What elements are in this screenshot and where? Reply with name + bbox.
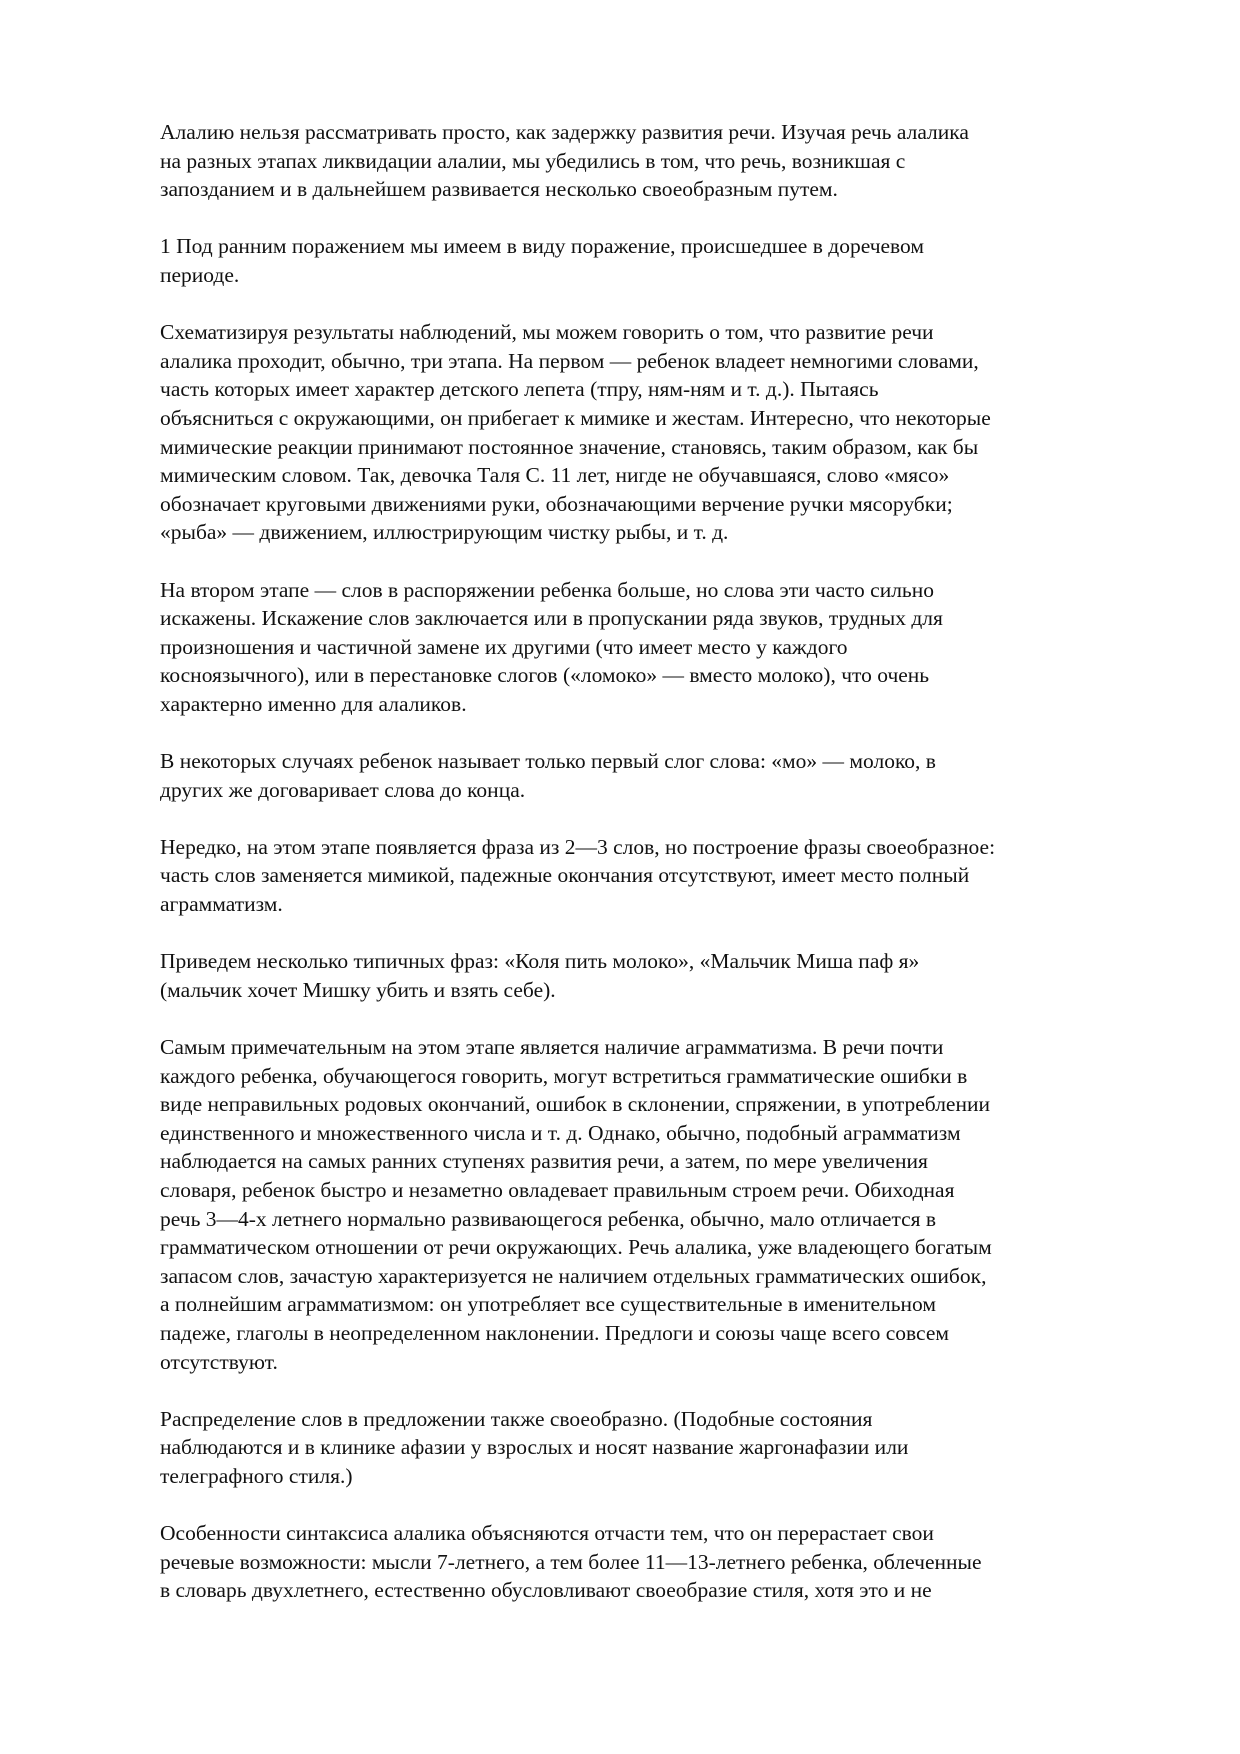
text-line: обозначает круговыми движениями руки, обозначающими верчение ручки мясорубки; [160,491,953,516]
text-line: (мальчик хочет Мишку убить и взять себе). [160,977,556,1002]
text-line: На втором этапе — слов в распоряжении ребенка больше, но слова эти часто сильно [160,577,934,602]
text-line: косноязычного), или в перестановке слогов («ломоко» — вместо молоко), что очень [160,663,930,688]
paragraph [160,118,1160,204]
paragraph [160,947,1160,1004]
text-line: искажены. Искажение слов заключается или в пропускании ряда звуков, трудных для [160,606,943,631]
text-line: отсутствуют. [160,1349,278,1374]
text-line: Схематизируя результаты наблюдений, мы можем говорить о том, что развитие речи [160,320,934,345]
document-page [160,118,1160,1633]
text-line: аграмматизм. [160,892,283,917]
text-line: единственного и множественного числа и т. д. Однако, обычно, подобный аграмматизм [160,1120,961,1145]
paragraph [160,833,1160,919]
text-line: 1 Под ранним поражением мы имеем в виду поражение, происшедшее в доречевом [160,234,925,259]
text-line: наблюдаются и в клинике афазии у взрослых и носят название жаргонафазии или [160,1435,909,1460]
text-line: падеже, глаголы в неопределенном наклонении. Предлоги и союзы чаще всего совсем [160,1320,949,1345]
paragraph [160,1519,1160,1605]
paragraph [160,1033,1160,1376]
text-line: Алалию нельзя рассматривать просто, как задержку развития речи. Изучая речь алалика [160,120,969,144]
text-line: Особенности синтаксиса алалика объясняются отчасти тем, что он перерастает свои [160,1521,934,1546]
paragraph [160,576,1160,719]
text-line: словаря, ребенок быстро и незаметно овладевает правильным строем речи. Обиходная [160,1177,955,1202]
text-line: Самым примечательным на этом этапе является наличие аграмматизма. В речи почти [160,1035,944,1059]
text-line: Распределение слов в предложении также своеобразно. (Подобные состояния [160,1406,873,1431]
text-line: объясниться с окружающими, он прибегает к мимике и жестам. Интересно, что некоторые [160,405,991,430]
text-line: запасом слов, зачастую характеризуется не наличием отдельных грамматических ошибок, [160,1263,987,1288]
text-line: каждого ребенка, обучающегося говорить, могут встретиться грамматические ошибки в [160,1063,968,1088]
text-line: характерно именно для алаликов. [160,691,467,716]
text-line: виде неправильных родовых окончаний, ошибок в склонении, спряжении, в употреблении [160,1092,990,1117]
paragraph [160,232,1160,289]
text-line: а полнейшим аграмматизмом: он употребляет все существительные в именительном [160,1292,936,1317]
text-line: «рыба» — движением, иллюстрирующим чистку рыбы, и т. д. [160,520,729,545]
text-line: на разных этапах ликвидации алалии, мы убедились в том, что речь, возникшая с [160,148,906,173]
text-line: произношения и частичной замене их другими (что имеет место у каждого [160,634,848,659]
text-line: других же договаривает слова до конца. [160,777,526,802]
text-line: речевые возможности: мысли 7-летнего, а тем более 11—13-летнего ребенка, облеченные [160,1549,982,1574]
text-line: Приведем несколько типичных фраз: «Коля пить молоко», «Мальчик Миша паф я» [160,949,920,974]
text-line: речь 3—4-х летнего нормально развивающегося ребенка, обычно, мало отличается в [160,1206,937,1231]
paragraph [160,747,1160,804]
text-line: в словарь двухлетнего, естественно обусловливают своеобразие стиля, хотя это и не [160,1578,932,1603]
text-line: часть которых имеет характер детского лепета (тпру, ням-ням и т. д.). Пытаясь [160,377,879,402]
text-line: наблюдается на самых ранних ступенях развития речи, а затем, по мере увеличения [160,1149,928,1174]
paragraph [160,318,1160,547]
text-line: Нередко, на этом этапе появляется фраза из 2—3 слов, но построение фразы своеобразное: [160,834,996,859]
text-line: алалика проходит, обычно, три этапа. На первом — ребенок владеет немногими словами, [160,348,979,373]
text-line: мимические реакции принимают постоянное значение, становясь, таким образом, как бы [160,434,979,459]
text-line: запозданием и в дальнейшем развивается несколько своеобразным путем. [160,177,838,202]
text-line: мимическим словом. Так, девочка Таля С. 11 лет, нигде не обучавшаяся, слово «мясо» [160,463,950,488]
text-line: телеграфного стиля.) [160,1463,353,1488]
text-line: грамматическом отношении от речи окружающих. Речь алалика, уже владеющего богатым [160,1235,992,1260]
text-line: периоде. [160,262,240,287]
text-line: часть слов заменяется мимикой, падежные окончания отсутствуют, имеет место полный [160,863,970,888]
text-line: В некоторых случаях ребенок называет только первый слог слова: «мо» — молоко, в [160,749,936,774]
paragraph [160,1405,1160,1491]
